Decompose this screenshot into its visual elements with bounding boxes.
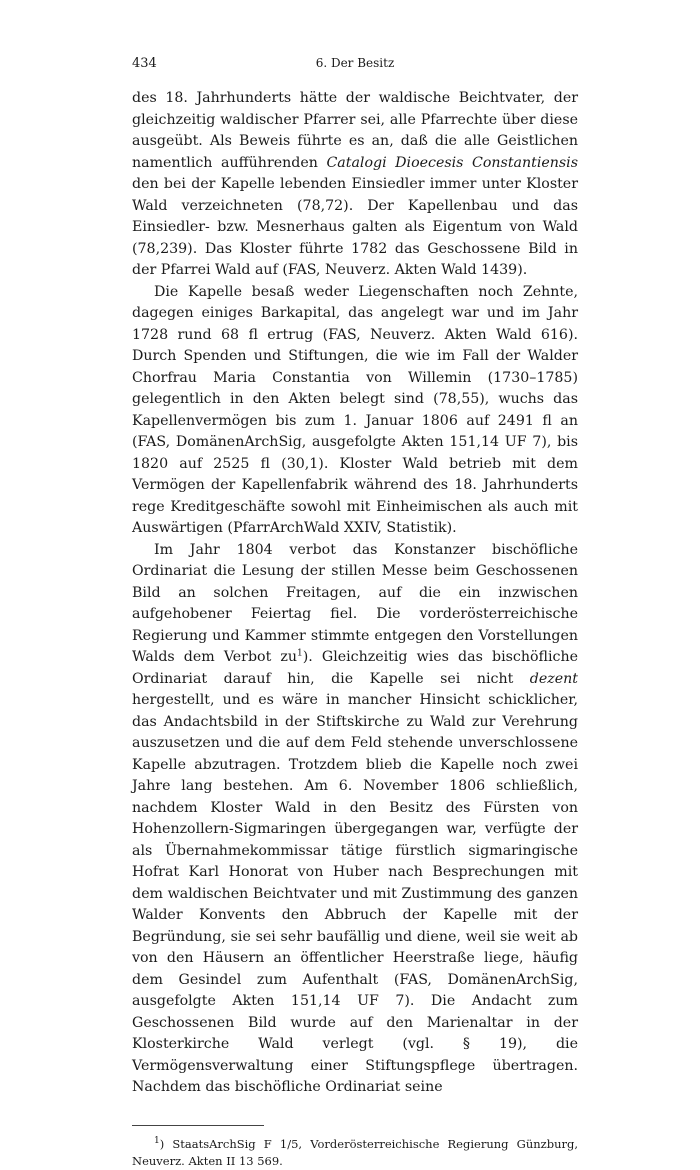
footnote-marker: 1	[154, 1135, 160, 1146]
footnote-reference: 1	[297, 648, 303, 659]
body-text	[132, 88, 578, 1099]
footnote	[132, 1136, 578, 1170]
paragraph-1: des 18. Jahrhunderts hätte der waldische Beichtvater, der gleichzeitig waldischer Pfarrer sei, alle Pfarrechte über diese ausgeübt. Als Beweis führte es an, daß die alle Geistlichen namentlich aufführenden Catalogi Dioecesis Constantiensis den bei der Kapelle lebenden Einsiedler immer unter Kloster Wald verzeichneten (78,72). Der Kapellenbau und das Einsiedler- bzw. Mesnerhaus galten als Eigentum von Wald (78,239). Das Kloster führte 1782 das Geschossene Bild in der Pfarrei Wald auf (FAS, Neuverz. Akten Wald 1439).	[132, 90, 578, 278]
italic-title: Catalogi Dioecesis Constantiensis	[326, 154, 578, 171]
running-head: 6. Der Besitz	[315, 56, 395, 70]
paragraph-2: Die Kapelle besaß weder Liegenschaften noch Zehnte, dagegen einiges Barkapital, das angelegt war und im Jahr 1728 rund 68 fl ertrug (FAS, Neuverz. Akten Wald 616). Durch Spenden und Stiftungen, die wie im Fall der Walder Chorfrau Maria Constantia von Willemin (1730–1785) gelegentlich in den Akten belegt sind (78,55), wuchs das Kapellenvermögen bis zum 1. Januar 1806 auf 2491 fl an (FAS, DomänenArchSig, ausgefolgte Akten 151,14 UF 7), bis 1820 auf 2525 fl (30,1). Kloster Wald betrieb mit dem Vermögen der Kapellenfabrik während des 18. Jahrhunderts rege Kreditgeschäfte sowohl mit Einheimischen als auch mit Auswärtigen (PfarrArchWald XXIV, Statistik).	[132, 283, 578, 536]
page-number: 434	[132, 56, 157, 71]
paragraph-3: Im Jahr 1804 verbot das Konstanzer bischöfliche Ordinariat die Lesung der stillen Messe beim Geschossenen Bild an solchen Freitagen, auf die ein inzwischen aufgehobener Feiertag fiel. Die vorderösterreichische Regierung und Kammer stimmte entgegen den Vorstellungen Walds dem Verbot $zu^1$). Gleichzeitig wies das bischöfliche Ordinariat darauf hin, die Kapelle sei nicht dezent hergestellt, und es wäre in mancher Hinsicht schicklicher, das Andachtsbild in der Stiftskirche zu Wald zur Verehrung auszusetzen und die auf dem Feld stehende unverschlossene Kapelle abzutragen. Trotzdem blieb die Kapelle noch zwei Jahre lang bestehen. Am 6. November 1806 schließlich, nachdem Kloster Wald in den Besitz des Fürsten von Hohenzollern-Sigmaringen übergegangen war, verfügte der als Übernahmekommissar tätige fürstlich sigmaringische Hofrat Karl Honorat von Huber nach Besprechungen mit dem waldischen Beichtvater und mit Zustimmung des ganzen Walder Konvents den Abbruch der Kapelle mit der Begründung, sie sei sehr baufällig und diene, weil sie weit ab von den Häusern an öffentlicher Heerstraße liege, häufig dem Gesindel zum Aufenthalt (FAS, DomänenArchSig, ausgefolgte Akten 151,14 UF 7). Die Andacht zum Geschossenen Bild wurde auf den Marienaltar in der Klosterkirche Wald verlegt (vgl. § 19), die Vermögensverwaltung einer Stiftungspflege übertragen. Nachdem das bischöfliche Ordinariat seine	[132, 541, 578, 1095]
footnote-text: ) StaatsArchSig F 1/5, Vorderösterreichische Regierung Günzburg, Neuverz. Akten II 13 569.	[132, 1136, 578, 1168]
page-header	[132, 56, 578, 78]
footnote-divider	[132, 1125, 264, 1126]
italic-word: dezent	[529, 670, 578, 687]
book-page	[132, 56, 578, 1170]
